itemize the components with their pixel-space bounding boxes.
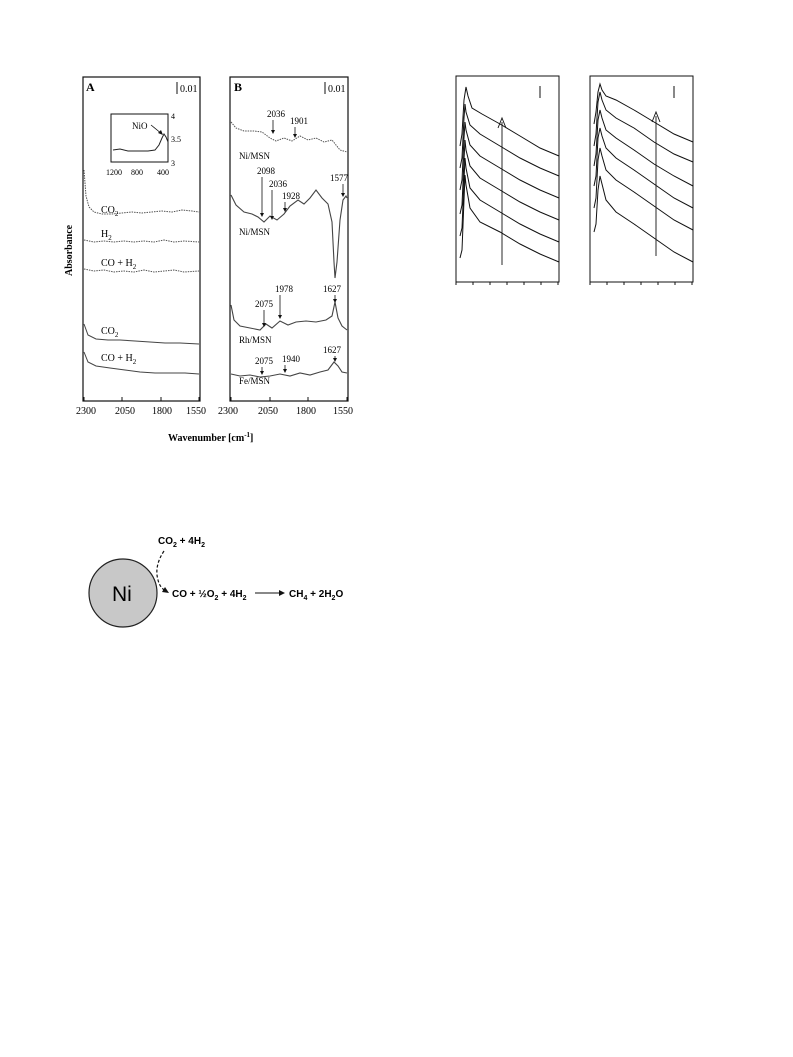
sample-label: Ni/MSN xyxy=(239,151,271,161)
peak-arrowhead xyxy=(333,299,337,303)
inset-ytick: 3 xyxy=(171,159,175,168)
peak-label: 1901 xyxy=(290,116,308,126)
trace-label: $H_2$ xyxy=(101,229,112,242)
trace-a3 xyxy=(84,269,199,272)
decay-curve xyxy=(594,84,693,142)
panel-a xyxy=(64,77,206,417)
peak-label: 2075 xyxy=(255,299,273,309)
peak-arrowhead xyxy=(283,369,287,373)
trace-label: $CO_2$ xyxy=(101,205,119,218)
x-tick-label: 1800 xyxy=(296,406,316,417)
peak-label: 2036 xyxy=(267,109,285,119)
reaction-arrowhead xyxy=(279,590,285,596)
dashed-arrowhead xyxy=(162,587,169,593)
x-tick-label: 1800 xyxy=(152,406,172,417)
inset-arrowhead xyxy=(158,130,163,135)
decay-curve xyxy=(594,148,693,230)
inset-ytick: 4 xyxy=(171,112,175,121)
decay-curve xyxy=(594,176,693,262)
right-panel-2 xyxy=(590,76,693,285)
peak-arrowhead xyxy=(341,193,345,197)
panel-a-label: A xyxy=(86,80,95,94)
feed-label: $CO_2 + 4H_2$ xyxy=(158,536,205,549)
peak-label: 1978 xyxy=(275,284,293,294)
peak-label: 1577 xyxy=(330,173,348,183)
peak-label: 2075 xyxy=(255,356,273,366)
reaction-scheme xyxy=(89,536,343,627)
scale-bar-a-label: 0.01 xyxy=(180,84,198,95)
peak-arrowhead xyxy=(260,371,264,375)
inset-curve xyxy=(113,134,168,151)
trace-a2 xyxy=(84,240,199,242)
reaction-left: CO + $\frac{1}{2}O_2 + 4H_2$ xyxy=(172,589,247,602)
decay-curve xyxy=(594,110,693,186)
peak-label: 1627 xyxy=(323,345,341,355)
peak-arrowhead xyxy=(333,358,337,362)
y-axis-label: Absorbance xyxy=(64,224,75,276)
inset-xtick: 400 xyxy=(157,168,169,177)
trace-label: $CO_2$ xyxy=(101,326,119,339)
peak-label: 1940 xyxy=(282,354,300,364)
peak-arrowhead xyxy=(293,134,297,138)
sample-label: Rh/MSN xyxy=(239,335,272,345)
peak-label: 1627 xyxy=(323,284,341,294)
decay-curve xyxy=(460,158,559,242)
decay-curve xyxy=(460,104,559,176)
trace-b1 xyxy=(231,122,347,152)
peak-label: 2098 xyxy=(257,166,275,176)
inset-nio-label: NiO xyxy=(132,121,148,131)
sample-label: Fe/MSN xyxy=(239,376,271,386)
trace-b3 xyxy=(231,302,347,330)
decay-curve xyxy=(460,175,559,262)
trace-label: CO + $H_2$ xyxy=(101,258,137,271)
decay-curve xyxy=(594,128,693,208)
right-panel-2-frame xyxy=(590,76,693,282)
inset-xtick: 1200 xyxy=(106,168,122,177)
x-axis-label: Wavenumber $[cm^{-1}]$ xyxy=(168,431,254,444)
scale-bar-b-label: 0.01 xyxy=(328,84,346,95)
peak-label: 1928 xyxy=(282,191,300,201)
panel-b xyxy=(218,77,353,417)
peak-label: 2036 xyxy=(269,179,287,189)
decay-curve xyxy=(460,87,559,156)
peak-arrowhead xyxy=(278,315,282,319)
trace-b4 xyxy=(231,362,347,377)
reaction-product: $CH_4 + 2H_2O$ xyxy=(289,589,344,602)
x-tick-label: 2050 xyxy=(258,406,278,417)
inset-ytick: 3.5 xyxy=(171,135,181,144)
sample-label: Ni/MSN xyxy=(239,227,271,237)
x-tick-label: 2050 xyxy=(115,406,135,417)
peak-arrowhead xyxy=(271,130,275,134)
x-tick-label: 2300 xyxy=(218,406,238,417)
ni-particle-label: Ni xyxy=(112,583,132,606)
dashed-arrow xyxy=(157,551,166,591)
x-tick-label: 1550 xyxy=(333,406,353,417)
inset-xtick: 800 xyxy=(131,168,143,177)
panel-b-label: B xyxy=(234,80,243,94)
trace-label: CO + $H_2$ xyxy=(101,353,137,366)
decay-curve xyxy=(460,122,559,198)
x-tick-label: 1550 xyxy=(186,406,206,417)
x-tick-label: 2300 xyxy=(76,406,96,417)
right-panel-1 xyxy=(456,76,559,285)
peak-arrowhead xyxy=(260,213,264,217)
